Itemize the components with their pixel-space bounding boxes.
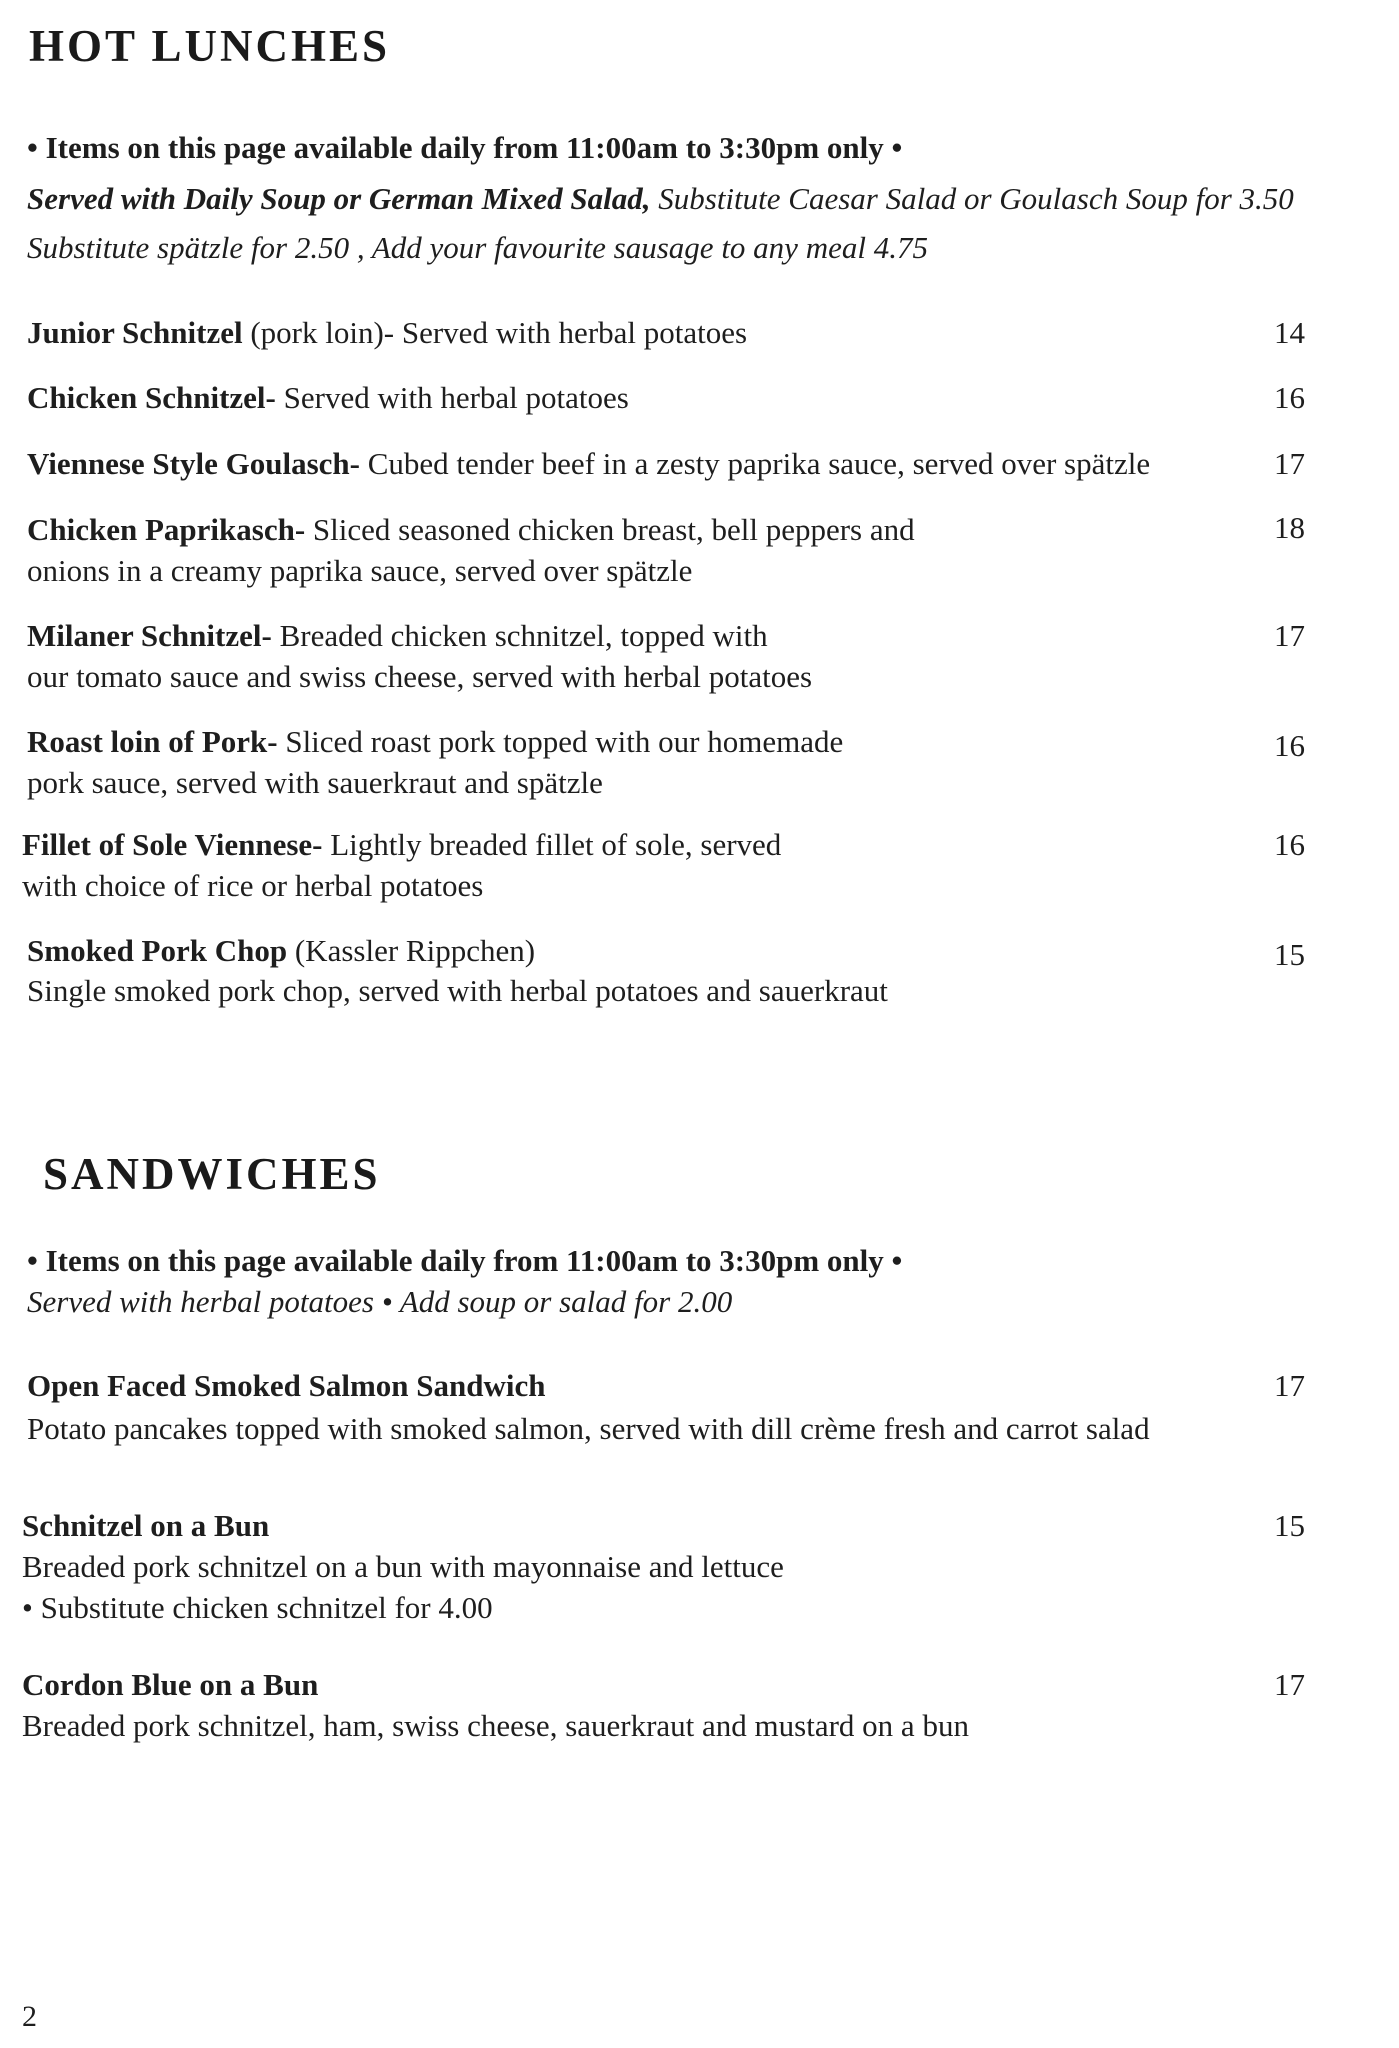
item-name: Viennese Style Goulasch-: [27, 446, 360, 481]
item-description-continued: onions in a creamy paprika sauce, served over spätzle: [27, 553, 693, 588]
item-price: 15: [1274, 937, 1305, 972]
hot-lunches-served-with: [27, 181, 1294, 217]
item-price: 17: [1274, 618, 1305, 653]
item-description: Lightly breaded fillet of sole, served: [322, 827, 782, 862]
substitute-text: Substitute spätzle for 2.50 , Add your favourite sausage to any meal 4.75: [27, 230, 928, 265]
item-description: Breaded chicken schnitzel, topped with: [271, 618, 768, 653]
sandwich-item-name: Schnitzel on a Bun: [22, 1508, 270, 1543]
item-description: (Kassler Rippchen): [287, 933, 536, 968]
sandwich-item-description: Potato pancakes topped with smoked salmon, served with dill crème fresh and carrot salad: [27, 1411, 1150, 1446]
item-name: Milaner Schnitzel-: [27, 618, 272, 653]
sandwich-item-name: Cordon Blue on a Bun: [22, 1667, 319, 1702]
sandwiches-title: SANDWICHES: [43, 1149, 381, 1199]
item-price: 16: [1274, 827, 1305, 862]
item-price: 14: [1274, 315, 1305, 350]
item-description-continued: with choice of rice or herbal potatoes: [22, 868, 484, 903]
menu-item-chicken-schnitzel: [27, 380, 629, 416]
item-price: 17: [1274, 1368, 1305, 1403]
item-name: Chicken Paprikasch-: [27, 512, 306, 547]
menu-item-junior-schnitzel: [27, 315, 747, 351]
hot-lunches-availability-notice: • Items on this page available daily from 11:00am to 3:30pm only •: [27, 130, 903, 165]
served-with-text: Served with herbal potatoes • Add soup or salad for 2.00: [27, 1284, 733, 1319]
served-with-bold: Served with Daily Soup or German Mixed Salad,: [27, 181, 651, 216]
item-price: 18: [1274, 510, 1305, 545]
menu-item-roast-loin-of-pork: [27, 724, 843, 760]
item-description: Sliced roast pork topped with our homemade: [277, 724, 844, 759]
item-name: Junior Schnitzel: [27, 315, 243, 350]
item-price: 16: [1274, 728, 1305, 763]
page-number: 2: [22, 2000, 37, 2033]
item-description: Cubed tender beef in a zesty paprika sauce, served over spätzle: [359, 446, 1151, 481]
hot-lunches-substitute-line: [27, 230, 928, 266]
menu-item-chicken-paprikasch: [27, 512, 915, 548]
sandwich-item-name: Open Faced Smoked Salmon Sandwich: [27, 1368, 546, 1403]
item-price: 15: [1274, 1508, 1305, 1543]
sandwiches-availability-notice: • Items on this page available daily from 11:00am to 3:30pm only •: [27, 1243, 903, 1278]
item-price: 16: [1274, 380, 1305, 415]
sandwich-item-description: Breaded pork schnitzel, ham, swiss cheese, sauerkraut and mustard on a bun: [22, 1708, 969, 1743]
item-description: (pork loin)- Served with herbal potatoes: [242, 315, 748, 350]
sandwiches-served-with: [27, 1284, 732, 1320]
item-name: Chicken Schnitzel-: [27, 380, 276, 415]
menu-item-fillet-of-sole: [22, 827, 781, 863]
item-name: Fillet of Sole Viennese-: [22, 827, 323, 862]
served-with-substitute: Substitute Caesar Salad or Goulasch Soup for 3.50: [650, 181, 1294, 216]
item-description: Served with herbal potatoes: [275, 380, 629, 415]
hot-lunches-title: HOT LUNCHES: [29, 21, 391, 71]
item-price: 17: [1274, 446, 1305, 481]
sandwich-item-description: Breaded pork schnitzel on a bun with mayonnaise and lettuce: [22, 1549, 784, 1584]
item-description-continued: our tomato sauce and swiss cheese, served with herbal potatoes: [27, 659, 813, 694]
menu-item-smoked-pork-chop: [27, 933, 535, 969]
item-description: Sliced seasoned chicken breast, bell peppers and: [305, 512, 915, 547]
item-price: 17: [1274, 1667, 1305, 1702]
item-description-continued: Single smoked pork chop, served with herbal potatoes and sauerkraut: [27, 973, 888, 1008]
item-name: Smoked Pork Chop: [27, 933, 288, 968]
item-name: Roast loin of Pork-: [27, 724, 278, 759]
menu-item-milaner-schnitzel: [27, 618, 768, 654]
menu-item-viennese-goulasch: [27, 446, 1150, 482]
item-description-continued: pork sauce, served with sauerkraut and spätzle: [27, 765, 603, 800]
sandwich-item-note: • Substitute chicken schnitzel for 4.00: [22, 1590, 493, 1625]
